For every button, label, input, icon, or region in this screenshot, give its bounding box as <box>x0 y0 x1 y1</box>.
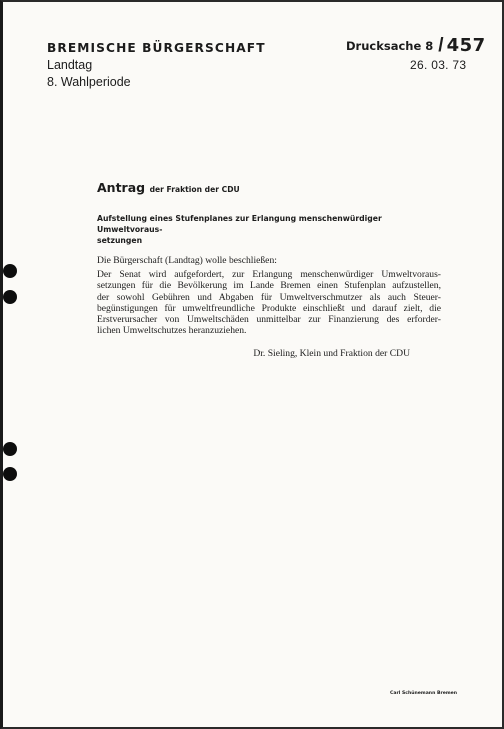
body-line: begünstigungen für umweltfreundliche Produkte einschließt und darauf zielt, die <box>97 302 441 314</box>
motion-intro: Die Bürgerschaft (Landtag) wolle beschließen: <box>97 255 277 266</box>
motion-body <box>97 269 441 337</box>
drucksache-label: Drucksache 8 <box>346 39 434 53</box>
punch-hole <box>3 264 17 278</box>
motion-signature: Dr. Sieling, Klein und Fraktion der CDU <box>253 348 410 359</box>
subject-line: Aufstellung eines Stufenplanes zur Erlangung menschenwürdiger Umweltvoraus- <box>97 214 382 234</box>
document-date: 26. 03. 73 <box>410 58 467 72</box>
drucksache-number: 457 <box>446 35 486 56</box>
organization-name: BREMISCHE BÜRGERSCHAFT <box>47 41 266 55</box>
motion-title: Antrag <box>97 180 146 195</box>
body-line: lichen Umweltschutzes heranzuziehen. <box>97 325 247 337</box>
drucksache-separator: / <box>438 35 444 56</box>
legislative-period: 8. Wahlperiode <box>47 75 131 89</box>
motion-faction: der Fraktion der CDU <box>149 185 240 194</box>
punch-hole <box>3 467 17 481</box>
subject-line: setzungen <box>97 236 143 245</box>
punch-hole <box>3 442 17 456</box>
motion-heading <box>97 179 240 197</box>
printer-imprint: Carl Schünemann Bremen <box>390 691 457 696</box>
chamber-name: Landtag <box>47 58 93 72</box>
motion-subject <box>97 213 439 246</box>
document-number <box>346 36 486 55</box>
body-line: Der Senat wird aufgefordert, zur Erlangung menschenwürdiger Umweltvoraus- <box>97 269 441 280</box>
body-line: setzungen für die Bevölkerung im Lande Bremen einen Stufenplan aufzustellen, <box>97 280 441 292</box>
punch-hole <box>3 290 17 304</box>
body-line: Erstverursacher von Umweltschäden unmittelbar zur Finanzierung des erforder- <box>97 314 441 326</box>
body-line: der sowohl Gebühren und Abgaben für Umweltverschmutzer als auch Steuer- <box>97 291 441 303</box>
